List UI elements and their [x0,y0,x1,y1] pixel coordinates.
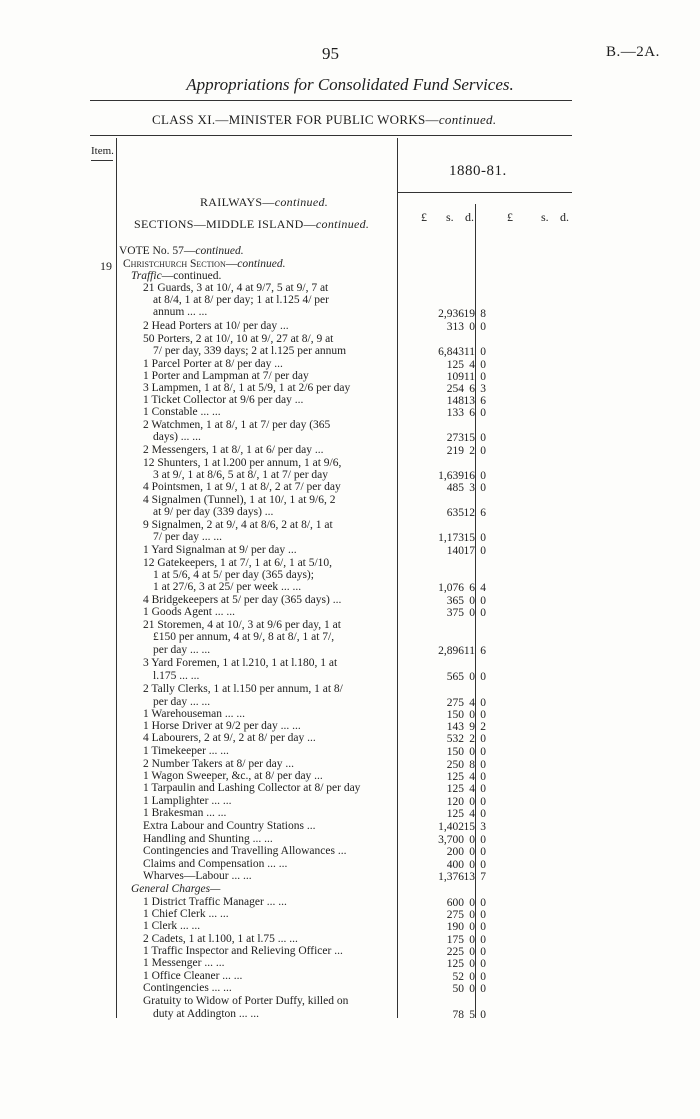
amount-shillings: 0 [469,746,475,758]
amount-shillings: 17 [463,545,475,557]
currency-shillings-2: s. [541,210,549,224]
amount-pence: 3 [480,383,486,395]
item-line: 2 Watchmen, 1 at 8/, 1 at 7/ per day (365 [143,419,331,431]
amount-pounds: 200 [446,846,464,858]
amount-shillings: 6 [469,407,475,419]
amount-pence: 0 [480,909,486,921]
amount-pounds: 250 [446,759,464,771]
amount-shillings: 15 [463,821,475,833]
amount-pence: 0 [480,1009,486,1021]
amount-pence: 0 [480,595,486,607]
amount-pounds: 140 [446,545,464,557]
amount-pounds: 125 [446,359,464,371]
amount-shillings: 0 [469,859,475,871]
amount-shillings: 4 [469,771,475,783]
amount-pounds: 275 [446,909,464,921]
item-line: 3 at 9/, 1 at 8/6, 5 at 8/, 1 at 7/ per day [153,469,329,481]
amount-pounds: 125 [446,783,464,795]
currency-pounds-1: £ [421,210,427,224]
amount-pounds: 273 [446,432,464,444]
amount-pence: 0 [480,607,486,619]
item-line: General Charges— [131,883,221,895]
amount-pence: 0 [480,759,486,771]
amount-shillings: 0 [469,834,475,846]
amount-pounds: 1,402 [438,821,464,833]
amount-pounds: 78 [452,1009,464,1021]
item-line: Gratuity to Widow of Porter Duffy, killed on [143,995,349,1007]
amount-pence: 3 [480,821,486,833]
amount-pence: 0 [480,359,486,371]
item-number: 19 [100,259,112,273]
year-underline [397,192,572,193]
amount-pence: 0 [480,445,486,457]
amount-shillings: 3 [469,482,475,494]
item-line: 50 Porters, 2 at 10/, 10 at 9/, 27 at 8/, 9 at [143,333,334,345]
middle-island-text: SECTIONS—MIDDLE ISLAND— [134,217,316,231]
header-rule [90,100,572,101]
amount-pence: 0 [480,934,486,946]
currency-pence-2: d. [560,210,569,224]
amount-shillings: 4 [469,697,475,709]
amount-pounds: 400 [446,859,464,871]
item-line: 1 Goods Agent ... ... [143,606,235,618]
item-line: 4 Signalmen (Tunnel), 1 at 10/, 1 at 9/6, 2 [143,494,336,506]
item-line: 4 Bridgekeepers at 5/ per day (365 days) ... [143,594,342,606]
amount-shillings: 6 [469,383,475,395]
amount-pence: 0 [480,808,486,820]
item-line: annum ... ... [153,306,208,318]
middle-island-heading [134,217,369,232]
item-line: 1 Parcel Porter at 8/ per day ... [143,358,283,370]
amount-pence: 0 [480,971,486,983]
amount-pounds: 125 [446,771,464,783]
amount-shillings: 0 [469,958,475,970]
amount-pounds: 532 [446,733,464,745]
amount-shillings: 15 [463,432,475,444]
amount-pence: 6 [480,645,486,657]
amount-pence: 0 [480,532,486,544]
amount-pounds: 254 [446,383,464,395]
amount-pounds: 6,843 [438,346,464,358]
subsection-label: Christchurch Section— [123,258,238,270]
amount-pence: 0 [480,407,486,419]
amount-pounds: 52 [452,971,464,983]
amount-pence: 6 [480,395,486,407]
item-line: 7/ per day, 339 days; 2 at l.125 per annum [153,345,347,357]
amount-pence: 2 [480,721,486,733]
amount-pounds: 375 [446,607,464,619]
item-line: 2 Messengers, 1 at 8/, 1 at 6/ per day ... [143,444,324,456]
amount-pence: 0 [480,321,486,333]
amount-shillings: 0 [469,946,475,958]
amount-shillings: 8 [469,759,475,771]
amount-pounds: 125 [446,808,464,820]
item-line: 1 Tarpaulin and Lashing Collector at 8/ per day [143,782,361,794]
amount-shillings: 6 [469,582,475,594]
amount-shillings: 0 [469,595,475,607]
amount-pence: 0 [480,783,486,795]
railways-continued: continued. [274,195,329,209]
item-line: per day ... ... [153,644,211,656]
amount-pence: 8 [480,308,486,320]
amount-shillings: 12 [463,507,475,519]
amount-shillings: 0 [469,671,475,683]
amount-pounds: 1,376 [438,871,464,883]
amount-pounds: 133 [446,407,464,419]
item-line: 2 Tally Clerks, 1 at l.150 per annum, 1 at 8/ [143,683,343,695]
item-line: 1 Ticket Collector at 9/6 per day ... [143,394,304,406]
subsection-heading [123,258,285,270]
amount-pence: 0 [480,545,486,557]
item-line: 4 Labourers, 2 at 9/, 2 at 8/ per day ... [143,732,316,744]
amount-pence: 0 [480,697,486,709]
item-line: 12 Shunters, 1 at l.200 per annum, 1 at 9/6, [143,457,342,469]
amount-shillings: 0 [469,983,475,995]
item-line: 21 Storemen, 4 at 10/, 3 at 9/6 per day, 1 at [143,619,341,631]
middle-island-continued: continued. [315,217,370,231]
amount-pounds: 225 [446,946,464,958]
amount-shillings: 15 [463,532,475,544]
currency-pounds-2: £ [507,210,513,224]
amount-shillings: 4 [469,808,475,820]
item-line: 2 Cadets, 1 at l.100, 1 at l.75 ... ... [143,933,298,945]
item-line: 2 Number Takers at 8/ per day ... [143,758,294,770]
item-line: Claims and Compensation ... ... [143,858,288,870]
item-line: 1 Timekeeper ... ... [143,745,229,757]
class-heading-continued: continued. [438,112,497,127]
item-line: days) ... ... [153,431,201,443]
item-line: 1 Chief Clerk ... ... [143,908,229,920]
item-line: Handling and Shunting ... ... [143,833,273,845]
amount-pence: 0 [480,796,486,808]
item-line: 1 at 5/6, 4 at 5/ per day (365 days); [153,569,314,581]
amount-pence: 0 [480,482,486,494]
item-line: 1 Horse Driver at 9/2 per day ... ... [143,720,301,732]
item-line: 1 Lamplighter ... ... [143,795,232,807]
traffic-heading [131,270,221,282]
item-line: 2 Head Porters at 10/ per day ... [143,320,289,332]
item-line: 4 Pointsmen, 1 at 9/, 1 at 8/, 2 at 7/ per day [143,481,341,493]
amount-pounds: 275 [446,697,464,709]
amount-pounds: 485 [446,482,464,494]
amount-pence: 0 [480,771,486,783]
class-heading-text: CLASS XI.—MINISTER FOR PUBLIC WORKS— [152,112,439,127]
class-heading [152,112,496,128]
amount-pounds: 313 [446,321,464,333]
amount-shillings: 9 [469,721,475,733]
amount-pounds: 2,896 [438,645,464,657]
item-line: Wharves—Labour ... ... [143,870,252,882]
item-line: 3 Yard Foremen, 1 at l.210, 1 at l.180, 1 at [143,657,338,669]
item-line: 21 Guards, 3 at 10/, 4 at 9/7, 5 at 9/, 7 at [143,282,329,294]
amount-pence: 0 [480,897,486,909]
item-header-underline [91,160,113,161]
amount-pounds: 365 [446,595,464,607]
amount-shillings: 2 [469,445,475,457]
item-line: per day ... ... [153,696,211,708]
amount-pounds: 565 [446,671,464,683]
amount-pence: 0 [480,470,486,482]
amount-pounds: 150 [446,746,464,758]
railways-text: RAILWAYS— [200,195,275,209]
amount-shillings: 11 [463,645,475,657]
amount-pence: 0 [480,921,486,933]
item-line: 3 Lampmen, 1 at 8/, 1 at 5/9, 1 at 2/6 per day [143,382,351,394]
amount-pounds: 150 [446,709,464,721]
item-line: at 8/4, 1 at 8/ per day; 1 at l.125 4/ per [153,294,329,306]
amount-shillings: 4 [469,783,475,795]
amount-shillings: 13 [463,871,475,883]
amount-shillings: 19 [463,308,475,320]
currency-shillings-1: s. [446,210,454,224]
amount-shillings: 0 [469,796,475,808]
amount-pence: 0 [480,746,486,758]
amount-pence: 6 [480,507,486,519]
amount-pence: 0 [480,958,486,970]
item-line: 1 Porter and Lampman at 7/ per day [143,370,309,382]
amount-pence: 0 [480,983,486,995]
currency-pence-1: d. [465,210,474,224]
amount-pounds: 1,076 [438,582,464,594]
subsection-continued: continued. [237,258,286,270]
amount-pounds: 175 [446,934,464,946]
item-line: 1 Clerk ... ... [143,920,201,932]
vote-heading [119,245,244,257]
item-line: l.175 ... ... [153,670,200,682]
amount-pounds: 190 [446,921,464,933]
amount-pence: 0 [480,733,486,745]
amount-shillings: 0 [469,897,475,909]
item-line: 1 Brakesman ... ... [143,807,227,819]
item-line: 12 Gatekeepers, 1 at 7/, 1 at 6/, 1 at 5/10, [143,557,333,569]
amount-pounds: 635 [446,507,464,519]
document-reference: B.—2A. [606,44,660,60]
amount-pounds: 1,173 [438,532,464,544]
amount-pounds: 120 [446,796,464,808]
amount-shillings: 0 [469,909,475,921]
item-line: 7/ per day ... ... [153,531,222,543]
item-line: £150 per annum, 4 at 9/, 8 at 8/, 1 at 7/, [153,631,335,643]
amount-pounds: 3,700 [438,834,464,846]
amount-pence: 0 [480,432,486,444]
class-rule [90,135,572,136]
page-title: Appropriations for Consolidated Fund Services. [186,75,514,94]
amount-pence: 4 [480,582,486,594]
amount-pounds: 148 [446,395,464,407]
amount-shillings: 0 [469,709,475,721]
item-line: 1 Office Cleaner ... ... [143,970,243,982]
amount-pence: 0 [480,834,486,846]
item-line: at 9/ per day (339 days) ... [153,506,274,518]
amount-shillings: 16 [463,470,475,482]
amount-shillings: 11 [463,371,475,383]
amount-pence: 0 [480,859,486,871]
amount-pounds: 600 [446,897,464,909]
item-line: 1 Yard Signalman at 9/ per day ... [143,544,297,556]
amount-shillings: 0 [469,971,475,983]
amount-pence: 0 [480,346,486,358]
amount-pounds: 143 [446,721,464,733]
amount-shillings: 0 [469,321,475,333]
amount-shillings: 11 [463,346,475,358]
amount-column-divider [397,138,398,1018]
amount-pence: 0 [480,371,486,383]
item-line: 1 District Traffic Manager ... ... [143,896,287,908]
amount-pounds: 109 [446,371,464,383]
amount-pounds: 50 [452,983,464,995]
item-line: Extra Labour and Country Stations ... [143,820,316,832]
item-column-header: Item. [91,145,114,157]
amount-pounds: 219 [446,445,464,457]
amount-shillings: 0 [469,846,475,858]
railways-heading [200,195,328,210]
item-line: Contingencies and Travelling Allowances ... [143,845,347,857]
amount-shillings: 2 [469,733,475,745]
amount-pounds: 1,639 [438,470,464,482]
item-line: 1 at 27/6, 3 at 25/ per week ... ... [153,581,302,593]
vote-label: VOTE No. 57— [119,245,196,257]
item-line: 1 Wagon Sweeper, &c., at 8/ per day ... [143,770,323,782]
amount-shillings: 13 [463,395,475,407]
amount-pence: 0 [480,946,486,958]
item-line: 1 Constable ... ... [143,406,221,418]
page-number: 95 [322,44,339,63]
year-column-header: 1880-81. [449,163,507,179]
traffic-continued: —continued. [161,270,222,282]
amount-shillings: 0 [469,934,475,946]
amount-pounds: 125 [446,958,464,970]
amount-shillings: 0 [469,607,475,619]
item-line: 1 Warehouseman ... ... [143,708,246,720]
amount-shillings: 4 [469,359,475,371]
traffic-label: Traffic [131,270,162,282]
item-line: 1 Messenger ... ... [143,957,225,969]
item-line: 9 Signalmen, 2 at 9/, 4 at 8/6, 2 at 8/, 1 at [143,519,333,531]
item-line: Contingencies ... ... [143,982,232,994]
amount-pence: 0 [480,671,486,683]
amount-shillings: 5 [469,1009,475,1021]
vote-continued: continued. [195,245,244,257]
amount-shillings: 0 [469,921,475,933]
amount-pounds: 2,936 [438,308,464,320]
amount-pence: 0 [480,846,486,858]
amount-pence: 0 [480,709,486,721]
item-line: duty at Addington ... ... [153,1008,260,1020]
item-column-divider [116,138,117,1018]
item-line: 1 Traffic Inspector and Relieving Officer ... [143,945,343,957]
amount-pence: 7 [480,871,486,883]
